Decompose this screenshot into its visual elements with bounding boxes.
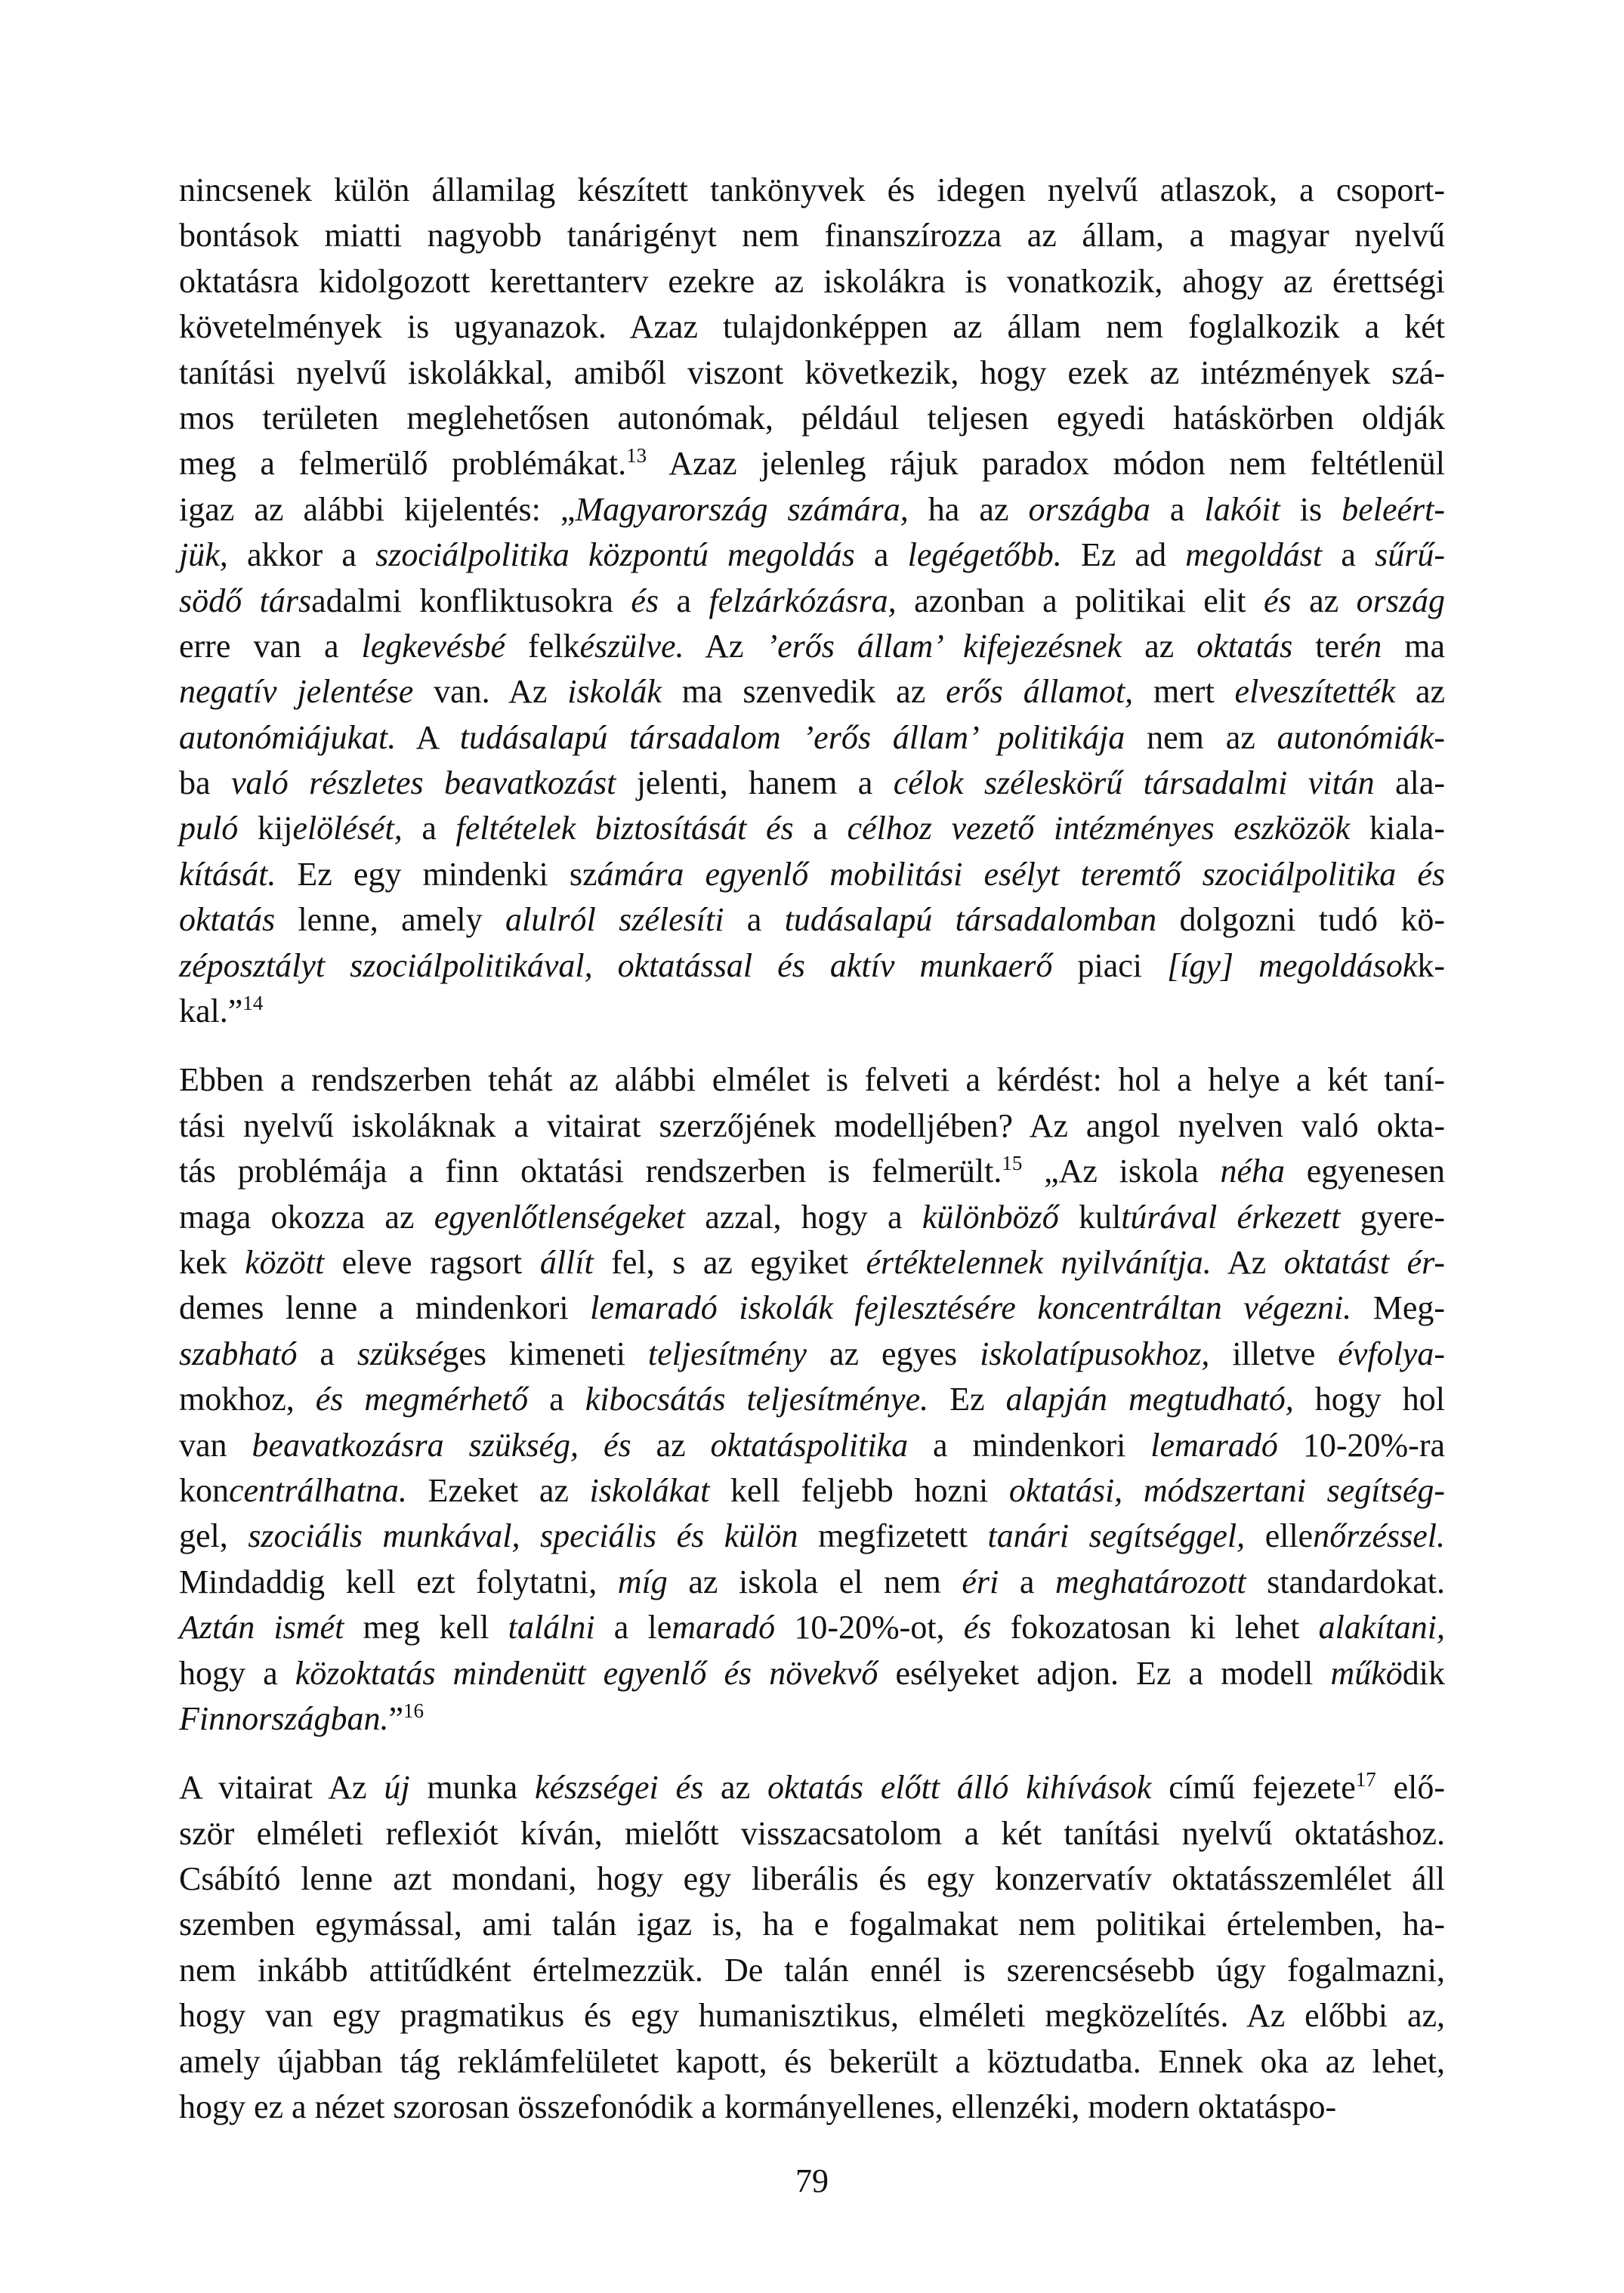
text-run: ” bbox=[388, 1699, 404, 1737]
text-line bbox=[179, 2085, 1445, 2130]
text-run: tási nyelvű iskoláknak a vitairat szerzőjének modelljében? Az angol nyelven való okta- bbox=[179, 1106, 1445, 1144]
italic-text: Aztán ismét bbox=[179, 1609, 344, 1646]
text-line-content bbox=[179, 1103, 1445, 1149]
text-run: Azaz jelenleg rájuk paradox módon nem feltétlenül bbox=[647, 445, 1446, 483]
text-run: piaci bbox=[1052, 946, 1168, 984]
text-run: kek bbox=[179, 1243, 245, 1281]
text-line bbox=[179, 1560, 1445, 1605]
text-run: hogy ez a nézet szorosan összefonódik a kormányellenes, ellenzéki, modern oktatáspo- bbox=[179, 2088, 1337, 2126]
text-run: akkor a bbox=[227, 536, 376, 574]
italic-text: ámára egyenlő mobilitási esélyt teremtő szociálpolitika és bbox=[597, 855, 1445, 893]
text-run: Mindaddig kell ezt folytatni, bbox=[179, 1563, 618, 1600]
italic-text: iskolatípusokhoz, bbox=[980, 1335, 1210, 1372]
text-run: Ezeket az bbox=[406, 1471, 590, 1509]
text-line bbox=[179, 396, 1445, 441]
text-run: című fejezete bbox=[1151, 1769, 1356, 1807]
italic-text: oktatás bbox=[179, 901, 276, 939]
text-line bbox=[179, 1377, 1445, 1422]
text-line bbox=[179, 213, 1445, 258]
text-line-content bbox=[179, 669, 1445, 714]
italic-text: és bbox=[631, 582, 659, 619]
italic-text: lemaradó iskolák fejlesztésére koncentráltan végezni. bbox=[590, 1289, 1352, 1327]
italic-text: új bbox=[384, 1769, 410, 1807]
text-line bbox=[179, 1765, 1445, 1810]
body-text bbox=[179, 168, 1445, 2153]
text-line-content bbox=[179, 532, 1445, 578]
text-line bbox=[179, 715, 1445, 761]
italic-text: oktatási, módszertani segítség- bbox=[1008, 1471, 1445, 1509]
text-line-content bbox=[179, 852, 1445, 897]
text-line bbox=[179, 1651, 1445, 1696]
text-run: ala- bbox=[1374, 764, 1446, 802]
text-run: van bbox=[179, 1426, 252, 1464]
text-line-content bbox=[179, 1240, 1445, 1285]
text-run: tanítási nyelvű iskolákkal, amiből viszont következik, hogy ezek az intézmények szá- bbox=[179, 353, 1445, 391]
italic-text: oktatást ér- bbox=[1283, 1243, 1446, 1281]
text-line bbox=[179, 1605, 1445, 1650]
text-run: kul bbox=[1058, 1198, 1122, 1236]
italic-text: oktatás előtt álló kihívások bbox=[767, 1769, 1152, 1807]
text-line bbox=[179, 1902, 1445, 1947]
text-line bbox=[179, 669, 1445, 714]
italic-text: míg bbox=[617, 1563, 668, 1600]
text-line-content bbox=[179, 441, 1445, 486]
text-line-content bbox=[179, 2085, 1445, 2130]
italic-text: tudásalapú társadalom ’erős állam’ politikája bbox=[459, 718, 1125, 756]
text-line bbox=[179, 1285, 1445, 1331]
text-run: van. Az bbox=[413, 673, 568, 711]
footnote-reference: 15 bbox=[1002, 1152, 1023, 1175]
text-run: gyere- bbox=[1340, 1198, 1445, 1236]
text-run: mokhoz, bbox=[179, 1381, 316, 1418]
italic-text: készségei és bbox=[535, 1769, 704, 1807]
footnote-reference: 14 bbox=[242, 992, 264, 1015]
text-line bbox=[179, 1811, 1445, 1856]
text-line bbox=[179, 1195, 1445, 1240]
text-run: kell feljebb hozni bbox=[709, 1471, 1009, 1509]
text-line bbox=[179, 624, 1445, 669]
text-run: elő- bbox=[1375, 1769, 1446, 1807]
text-line bbox=[179, 1103, 1445, 1149]
italic-text: [így] megoldások bbox=[1167, 946, 1418, 984]
text-run: Ez bbox=[928, 1381, 1006, 1418]
text-line bbox=[179, 579, 1445, 624]
text-line bbox=[179, 1423, 1445, 1468]
text-run: „Az iskola bbox=[1022, 1153, 1221, 1190]
text-run: megfizetett bbox=[798, 1517, 988, 1555]
italic-text: megoldást bbox=[1185, 536, 1323, 574]
text-run: Csábító lenne azt mondani, hogy egy liberális és egy konzervatív oktatásszemlélet áll bbox=[179, 1860, 1445, 1898]
text-line-content bbox=[179, 1560, 1445, 1605]
text-line-content bbox=[179, 1811, 1445, 1856]
text-run: illetve bbox=[1209, 1335, 1338, 1372]
text-run: nincsenek külön államilag készített tankönyvek és idegen nyelvű atlaszok, a csoport- bbox=[179, 171, 1445, 208]
text-run: azonban a politikai elit bbox=[896, 582, 1264, 619]
italic-text: kítását. bbox=[179, 855, 276, 893]
text-run: felk bbox=[505, 627, 580, 665]
text-line-content bbox=[179, 624, 1445, 669]
text-line bbox=[179, 1057, 1445, 1103]
page-number: 79 bbox=[795, 2162, 829, 2199]
text-run: a bbox=[297, 1335, 357, 1372]
text-line bbox=[179, 806, 1445, 851]
text-run: ma szenvedik az bbox=[661, 673, 946, 711]
text-run: követelmények is ugyanazok. Azaz tulajdonképpen az állam nem foglalkozik a két bbox=[179, 308, 1445, 346]
text-run: fokozatosan ki lehet bbox=[991, 1609, 1319, 1646]
italic-text: oktatás bbox=[1196, 627, 1293, 665]
text-line-content bbox=[179, 1377, 1445, 1422]
text-run: azzal, hogy a bbox=[684, 1198, 922, 1236]
text-run: demes lenne a mindenkori bbox=[179, 1289, 591, 1327]
text-run: az iskola el nem bbox=[667, 1563, 962, 1600]
italic-text: sűrű- bbox=[1375, 536, 1446, 574]
text-line-content bbox=[179, 259, 1445, 304]
italic-text: nőrzéssel. bbox=[1313, 1517, 1445, 1555]
text-line bbox=[179, 350, 1445, 396]
italic-text: szüksé bbox=[357, 1335, 443, 1372]
text-run: adalmi konfliktusokra bbox=[311, 582, 631, 619]
paragraph bbox=[179, 168, 1445, 1034]
text-run: ba bbox=[179, 764, 231, 802]
text-run: munka bbox=[409, 1769, 535, 1807]
italic-text: puló bbox=[179, 810, 239, 847]
italic-text: feltételek biztosítását és bbox=[455, 810, 794, 847]
text-line-content bbox=[179, 1285, 1445, 1331]
italic-text: és bbox=[963, 1609, 992, 1646]
text-run: a bbox=[724, 901, 785, 939]
text-line bbox=[179, 1948, 1445, 1993]
italic-text: legégetőbb. bbox=[907, 536, 1062, 574]
text-run: ha az bbox=[908, 490, 1029, 528]
text-run: fel, s az egyiket bbox=[593, 1243, 866, 1281]
italic-text: legkevésbé bbox=[361, 627, 506, 665]
italic-text: alapján megtudható, bbox=[1005, 1381, 1294, 1418]
italic-text: iskolákat bbox=[589, 1471, 710, 1509]
text-run: a bbox=[659, 582, 709, 619]
text-line bbox=[179, 1696, 1445, 1742]
text-line-content bbox=[179, 487, 1445, 532]
text-line-content bbox=[179, 943, 1445, 989]
text-run: hogy van egy pragmatikus és egy humanisztikus, elméleti megközelítés. Az előbbi az, bbox=[179, 1997, 1445, 2035]
text-run: az bbox=[631, 1426, 711, 1464]
text-run: az bbox=[1291, 582, 1357, 619]
italic-text: különböző bbox=[922, 1198, 1059, 1236]
text-line-content bbox=[179, 1651, 1445, 1696]
italic-text: beleért- bbox=[1341, 490, 1445, 528]
text-run: mos területen meglehetősen autonómak, például teljesen egyedi hatáskörben oldják bbox=[179, 399, 1445, 437]
italic-text: között bbox=[245, 1243, 325, 1281]
text-run: a bbox=[528, 1381, 585, 1418]
text-run: ma bbox=[1382, 627, 1446, 665]
text-run: mert bbox=[1133, 673, 1235, 711]
italic-text: találni bbox=[508, 1609, 595, 1646]
text-line-content bbox=[179, 1057, 1445, 1103]
text-run: jelenti, hanem a bbox=[616, 764, 894, 802]
text-run: amely újabban tág reklámfelületet kapott, és bekerült a köztudatba. Ennek oka az lehet, bbox=[179, 2042, 1445, 2080]
italic-text: teljesítmény bbox=[647, 1335, 807, 1372]
text-run: a bbox=[793, 810, 848, 847]
italic-text: észülve. bbox=[579, 627, 684, 665]
text-run: ször elméleti reflexiót kíván, mielőtt visszacsatolom a két tanítási nyelvű oktatáshoz. bbox=[179, 1814, 1445, 1852]
italic-text: célhoz vezető intézményes eszközök bbox=[847, 810, 1351, 847]
text-run: k- bbox=[1417, 946, 1446, 984]
text-run: Ebben a rendszerben tehát az alábbi elmélet is felveti a kérdést: hol a helye a két taní- bbox=[179, 1061, 1445, 1099]
text-run: dolgozni tudó kö- bbox=[1156, 901, 1446, 939]
italic-text: néha bbox=[1220, 1153, 1286, 1190]
text-run: kon bbox=[179, 1471, 229, 1509]
text-line bbox=[179, 1468, 1445, 1514]
text-run: hogy hol bbox=[1293, 1381, 1446, 1418]
text-line bbox=[179, 2039, 1445, 2085]
text-run: a bbox=[402, 810, 456, 847]
text-line-content bbox=[179, 761, 1445, 806]
text-line-content bbox=[179, 806, 1445, 851]
text-run: ter bbox=[1292, 627, 1351, 665]
text-run: gel, bbox=[179, 1517, 249, 1555]
text-line bbox=[179, 168, 1445, 213]
italic-text: negatív jelentése bbox=[179, 673, 414, 711]
italic-text: műkö bbox=[1330, 1654, 1403, 1692]
italic-text: szociálpolitika központú megoldás bbox=[375, 536, 855, 574]
footnote-reference: 13 bbox=[626, 444, 647, 468]
italic-text: tanári segítséggel, bbox=[987, 1517, 1246, 1555]
text-line-content bbox=[179, 1902, 1445, 1947]
text-run: a bbox=[854, 536, 908, 574]
text-run: 10-20%-ra bbox=[1277, 1426, 1446, 1464]
italic-text: egyenlőtlenségeket bbox=[434, 1198, 685, 1236]
italic-text: alulról szélesíti bbox=[505, 901, 724, 939]
text-run: Ez ad bbox=[1061, 536, 1186, 574]
text-line-content bbox=[179, 1696, 1445, 1742]
text-line-content bbox=[179, 1468, 1445, 1514]
text-line-content bbox=[179, 350, 1445, 396]
text-line bbox=[179, 1856, 1445, 1902]
text-run: szemben egymással, ami talán igaz is, ha e fogalmakat nem politikai értelemben, ha- bbox=[179, 1906, 1445, 1943]
text-line bbox=[179, 943, 1445, 989]
text-run: nem az bbox=[1125, 718, 1277, 756]
text-line bbox=[179, 989, 1445, 1034]
text-line-content bbox=[179, 213, 1445, 258]
italic-text: kibocsátás teljesítménye. bbox=[585, 1381, 929, 1418]
italic-text: túrával érkezett bbox=[1121, 1198, 1341, 1236]
text-line-content bbox=[179, 1423, 1445, 1468]
text-line bbox=[179, 304, 1445, 350]
text-line bbox=[179, 761, 1445, 806]
text-run: ges kimeneti bbox=[442, 1335, 648, 1372]
text-run: a bbox=[999, 1563, 1056, 1600]
text-run: kiala- bbox=[1350, 810, 1445, 847]
text-line-content bbox=[179, 1948, 1445, 1993]
text-run: nem inkább attitűdként értelmezzük. De talán ennél is szerencsésebb úgy fogalmazni, bbox=[179, 1951, 1445, 1989]
text-line-content bbox=[179, 1605, 1445, 1650]
text-run: esélyeket adjon. Ez a modell bbox=[878, 1654, 1331, 1692]
italic-text: zéposztályt szociálpolitikával, oktatással és aktív munkaerő bbox=[179, 946, 1053, 984]
text-run: A bbox=[396, 718, 460, 756]
text-run: Ez egy mindenki sz bbox=[276, 855, 597, 893]
italic-text: iskolák bbox=[567, 673, 662, 711]
text-line-content bbox=[179, 1765, 1445, 1810]
italic-text: felzárkózásra, bbox=[709, 582, 897, 619]
text-line-content bbox=[179, 579, 1445, 624]
text-run: eleve ragsort bbox=[324, 1243, 540, 1281]
text-run: hogy a bbox=[179, 1654, 295, 1692]
italic-text: maradó bbox=[672, 1609, 776, 1646]
italic-text: lemaradó bbox=[1150, 1426, 1278, 1464]
text-line bbox=[179, 1514, 1445, 1559]
italic-text: értéktelennek nyilvánítja. bbox=[866, 1243, 1212, 1281]
text-run: meg kell bbox=[344, 1609, 508, 1646]
text-run: a bbox=[1322, 536, 1375, 574]
italic-text: éri bbox=[962, 1563, 999, 1600]
text-line bbox=[179, 487, 1445, 532]
italic-text: célok széleskörű társadalmi vitán bbox=[893, 764, 1375, 802]
text-run: bontások miatti nagyobb tanárigényt nem finanszírozza az állam, a magyar nyelvű bbox=[179, 217, 1445, 255]
paragraph bbox=[179, 1765, 1445, 2130]
italic-text: és megmérhető bbox=[315, 1381, 529, 1418]
text-line bbox=[179, 1149, 1445, 1194]
text-run: Meg- bbox=[1351, 1289, 1446, 1327]
text-line-content bbox=[179, 989, 1445, 1034]
text-line-content bbox=[179, 396, 1445, 441]
text-line bbox=[179, 1993, 1445, 2038]
paragraph bbox=[179, 1057, 1445, 1742]
italic-text: autonómiák- bbox=[1277, 718, 1446, 756]
footnote-reference: 17 bbox=[1355, 1768, 1376, 1792]
text-line bbox=[179, 1240, 1445, 1285]
text-run: a le bbox=[594, 1609, 672, 1646]
text-run: a mindenkori bbox=[908, 1426, 1151, 1464]
italic-text: szociális munkával, speciális és külön bbox=[248, 1517, 798, 1555]
text-line bbox=[179, 897, 1445, 943]
italic-text: tudásalapú társadalomban bbox=[784, 901, 1157, 939]
text-line-content bbox=[179, 168, 1445, 213]
text-run: dik bbox=[1402, 1654, 1445, 1692]
text-run: kij bbox=[238, 810, 293, 847]
text-line bbox=[179, 532, 1445, 578]
italic-text: ’erős állam’ kifejezésnek bbox=[766, 627, 1122, 665]
text-run: standardokat. bbox=[1246, 1563, 1446, 1600]
text-line-content bbox=[179, 1514, 1445, 1559]
text-line-content bbox=[179, 1993, 1445, 2038]
italic-text: közoktatás mindenütt egyenlő és növekvő bbox=[295, 1654, 878, 1692]
italic-text: lakóit bbox=[1204, 490, 1280, 528]
text-run: A vitairat Az bbox=[179, 1769, 384, 1807]
text-run: 10-20%-ot, bbox=[775, 1609, 964, 1646]
text-run: az bbox=[1395, 673, 1446, 711]
text-run: is bbox=[1280, 490, 1342, 528]
text-run: Az bbox=[1211, 1243, 1284, 1281]
italic-text: szabható bbox=[179, 1335, 298, 1372]
text-run: erre van a bbox=[179, 627, 362, 665]
text-run: meg a felmerülő problémákat. bbox=[179, 445, 627, 483]
italic-text: évfolya- bbox=[1338, 1335, 1445, 1372]
italic-text: södő társ bbox=[179, 582, 312, 619]
text-line bbox=[179, 259, 1445, 304]
text-run: tás problémája a finn oktatási rendszerben is felmerült. bbox=[179, 1153, 1002, 1190]
text-run: lenne, amely bbox=[275, 901, 505, 939]
italic-text: beavatkozásra szükség, és bbox=[252, 1426, 631, 1464]
text-run: az egyes bbox=[807, 1335, 980, 1372]
text-run: az bbox=[1122, 627, 1197, 665]
text-line-content bbox=[179, 897, 1445, 943]
text-line-content bbox=[179, 1856, 1445, 1902]
text-line bbox=[179, 1332, 1445, 1377]
text-run: igaz az alábbi kijelentés: „ bbox=[179, 490, 576, 528]
italic-text: ország bbox=[1356, 582, 1446, 619]
text-line-content bbox=[179, 1332, 1445, 1377]
italic-text: én bbox=[1350, 627, 1382, 665]
text-run: egyenesen bbox=[1285, 1153, 1445, 1190]
italic-text: meghatározott bbox=[1055, 1563, 1246, 1600]
text-run: Az bbox=[684, 627, 767, 665]
italic-text: Magyarország számára, bbox=[575, 490, 909, 528]
text-run: maga okozza az bbox=[179, 1198, 434, 1236]
italic-text: állít bbox=[539, 1243, 594, 1281]
text-line-content bbox=[179, 1149, 1445, 1194]
text-run: oktatásra kidolgozott kerettanterv ezekre az iskolákra is vonatkozik, ahogy az érettségi bbox=[179, 262, 1445, 300]
italic-text: alakítani, bbox=[1318, 1609, 1445, 1646]
text-line-content bbox=[179, 2039, 1445, 2085]
italic-text: autonómiájukat. bbox=[179, 718, 397, 756]
text-run: a bbox=[1150, 490, 1205, 528]
italic-text: elölését, bbox=[292, 810, 403, 847]
text-run: az bbox=[703, 1769, 767, 1807]
italic-text: való részletes beavatkozást bbox=[230, 764, 616, 802]
italic-text: elveszítették bbox=[1234, 673, 1396, 711]
text-line-content bbox=[179, 304, 1445, 350]
text-line bbox=[179, 852, 1445, 897]
italic-text: országba bbox=[1028, 490, 1150, 528]
italic-text: Finnországban. bbox=[179, 1699, 389, 1737]
text-line bbox=[179, 441, 1445, 486]
text-run: elle bbox=[1245, 1517, 1314, 1555]
italic-text: erős államot, bbox=[946, 673, 1134, 711]
italic-text: jük, bbox=[179, 536, 228, 574]
italic-text: centrálhatna. bbox=[229, 1471, 407, 1509]
text-line-content bbox=[179, 1195, 1445, 1240]
text-run: kal.” bbox=[179, 992, 243, 1030]
italic-text: és bbox=[1263, 582, 1292, 619]
footnote-reference: 16 bbox=[403, 1699, 425, 1722]
text-line-content bbox=[179, 715, 1445, 761]
italic-text: oktatáspolitika bbox=[710, 1426, 909, 1464]
